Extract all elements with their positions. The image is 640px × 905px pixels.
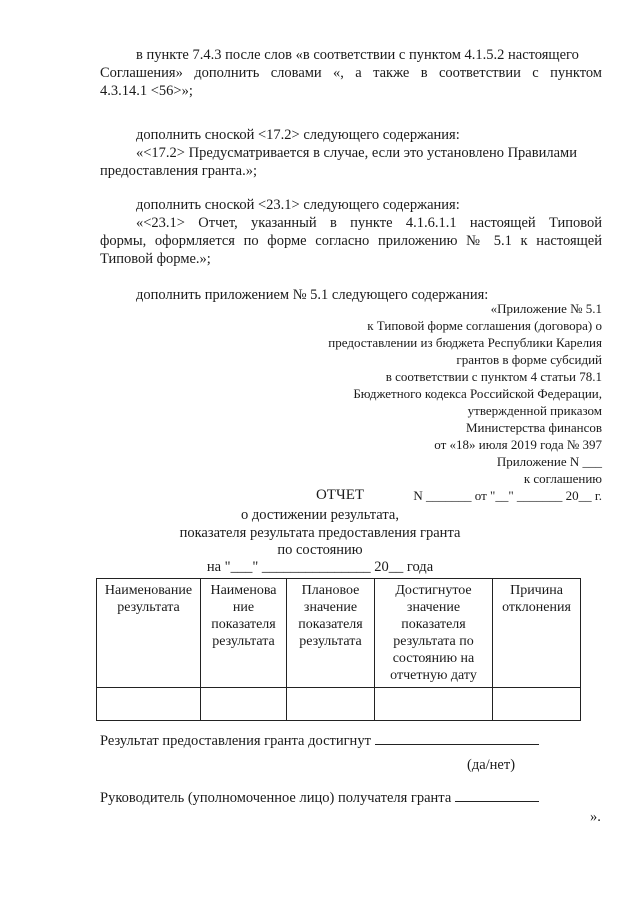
appendix-line-8: Министерства финансов <box>465 420 602 435</box>
achieved-line <box>100 731 539 750</box>
yes-no-caption: (да/нет) <box>467 757 516 773</box>
closing-quote: ». <box>590 809 601 825</box>
report-subtitle-2: показателя результата предоставления гранта <box>179 525 461 541</box>
table-cell <box>201 688 287 721</box>
para2-line1: дополнить сноской <17.2> следующего содержания: <box>136 127 460 143</box>
appendix-line-10: Приложение N ___ <box>496 454 602 469</box>
achieved-blank <box>375 731 539 745</box>
appendix-line-2: к Типовой форме соглашения (договора) о <box>367 318 602 333</box>
report-subtitle-1: о достижении результата, <box>241 507 399 523</box>
report-date-line: на "___" _______________ 20__ года <box>206 559 434 575</box>
header-deviation-reason: Причина отклонения <box>493 579 581 688</box>
table-cell <box>287 688 375 721</box>
report-table <box>96 578 581 721</box>
para3-line2: «<23.1> Отчет, указанный в пункте 4.1.6.1.1 настоящей Типовой <box>136 215 602 231</box>
header-indicator-name: Наименова ние показателя результата <box>201 579 287 688</box>
para4-line: дополнить приложением № 5.1 следующего содержания: <box>136 287 489 303</box>
appendix-line-3: предоставлении из бюджета Республики Карелия <box>328 335 602 350</box>
para3-line1: дополнить сноской <23.1> следующего содержания: <box>136 197 460 213</box>
para1-line2: Соглашения» дополнить словами «, а также в соответствии с пунктом <box>100 65 602 81</box>
achieved-label: Результат предоставления гранта достигнут <box>100 733 371 749</box>
para1-line1: в пункте 7.4.3 после слов «в соответствии с пунктом 4.1.5.2 настоящего <box>136 47 579 63</box>
report-title: ОТЧЕТ <box>315 487 365 503</box>
table-cell <box>97 688 201 721</box>
para3-line4: Типовой форме.»; <box>100 251 211 267</box>
para3-line3: формы, оформляется по форме согласно приложению № 5.1 к настоящей <box>100 233 602 249</box>
table-row <box>97 688 581 721</box>
header-achieved-value: Достигнутое значение показателя результата по состоянию на отчетную дату <box>375 579 493 688</box>
appendix-line-12: N _______ от "__" _______ 20__ г. <box>413 488 602 503</box>
header-result-name: Наименование результата <box>97 579 201 688</box>
table-cell <box>375 688 493 721</box>
appendix-line-7: утвержденной приказом <box>467 403 602 418</box>
para1-line3: 4.3.14.1 <56>»; <box>100 83 193 99</box>
para2-line2: «<17.2> Предусматривается в случае, если это установлено Правилами <box>136 145 577 161</box>
appendix-line-11: к соглашению <box>523 471 602 486</box>
table-header-row <box>97 579 581 688</box>
appendix-line-1: «Приложение № 5.1 <box>490 301 602 316</box>
appendix-line-9: от «18» июля 2019 года № 397 <box>434 437 602 452</box>
para2-line3: предоставления гранта.»; <box>100 163 258 179</box>
table-cell <box>493 688 581 721</box>
report-subtitle-3: по состоянию <box>277 542 363 558</box>
header-planned-value: Плановое значение показателя результата <box>287 579 375 688</box>
head-blank <box>455 788 539 802</box>
head-line <box>100 788 539 807</box>
appendix-line-6: Бюджетного кодекса Российской Федерации, <box>353 386 602 401</box>
appendix-line-5: в соответствии с пунктом 4 статьи 78.1 <box>385 369 602 384</box>
head-label: Руководитель (уполномоченное лицо) получателя гранта <box>100 790 452 806</box>
appendix-line-4: грантов в форме субсидий <box>456 352 602 367</box>
